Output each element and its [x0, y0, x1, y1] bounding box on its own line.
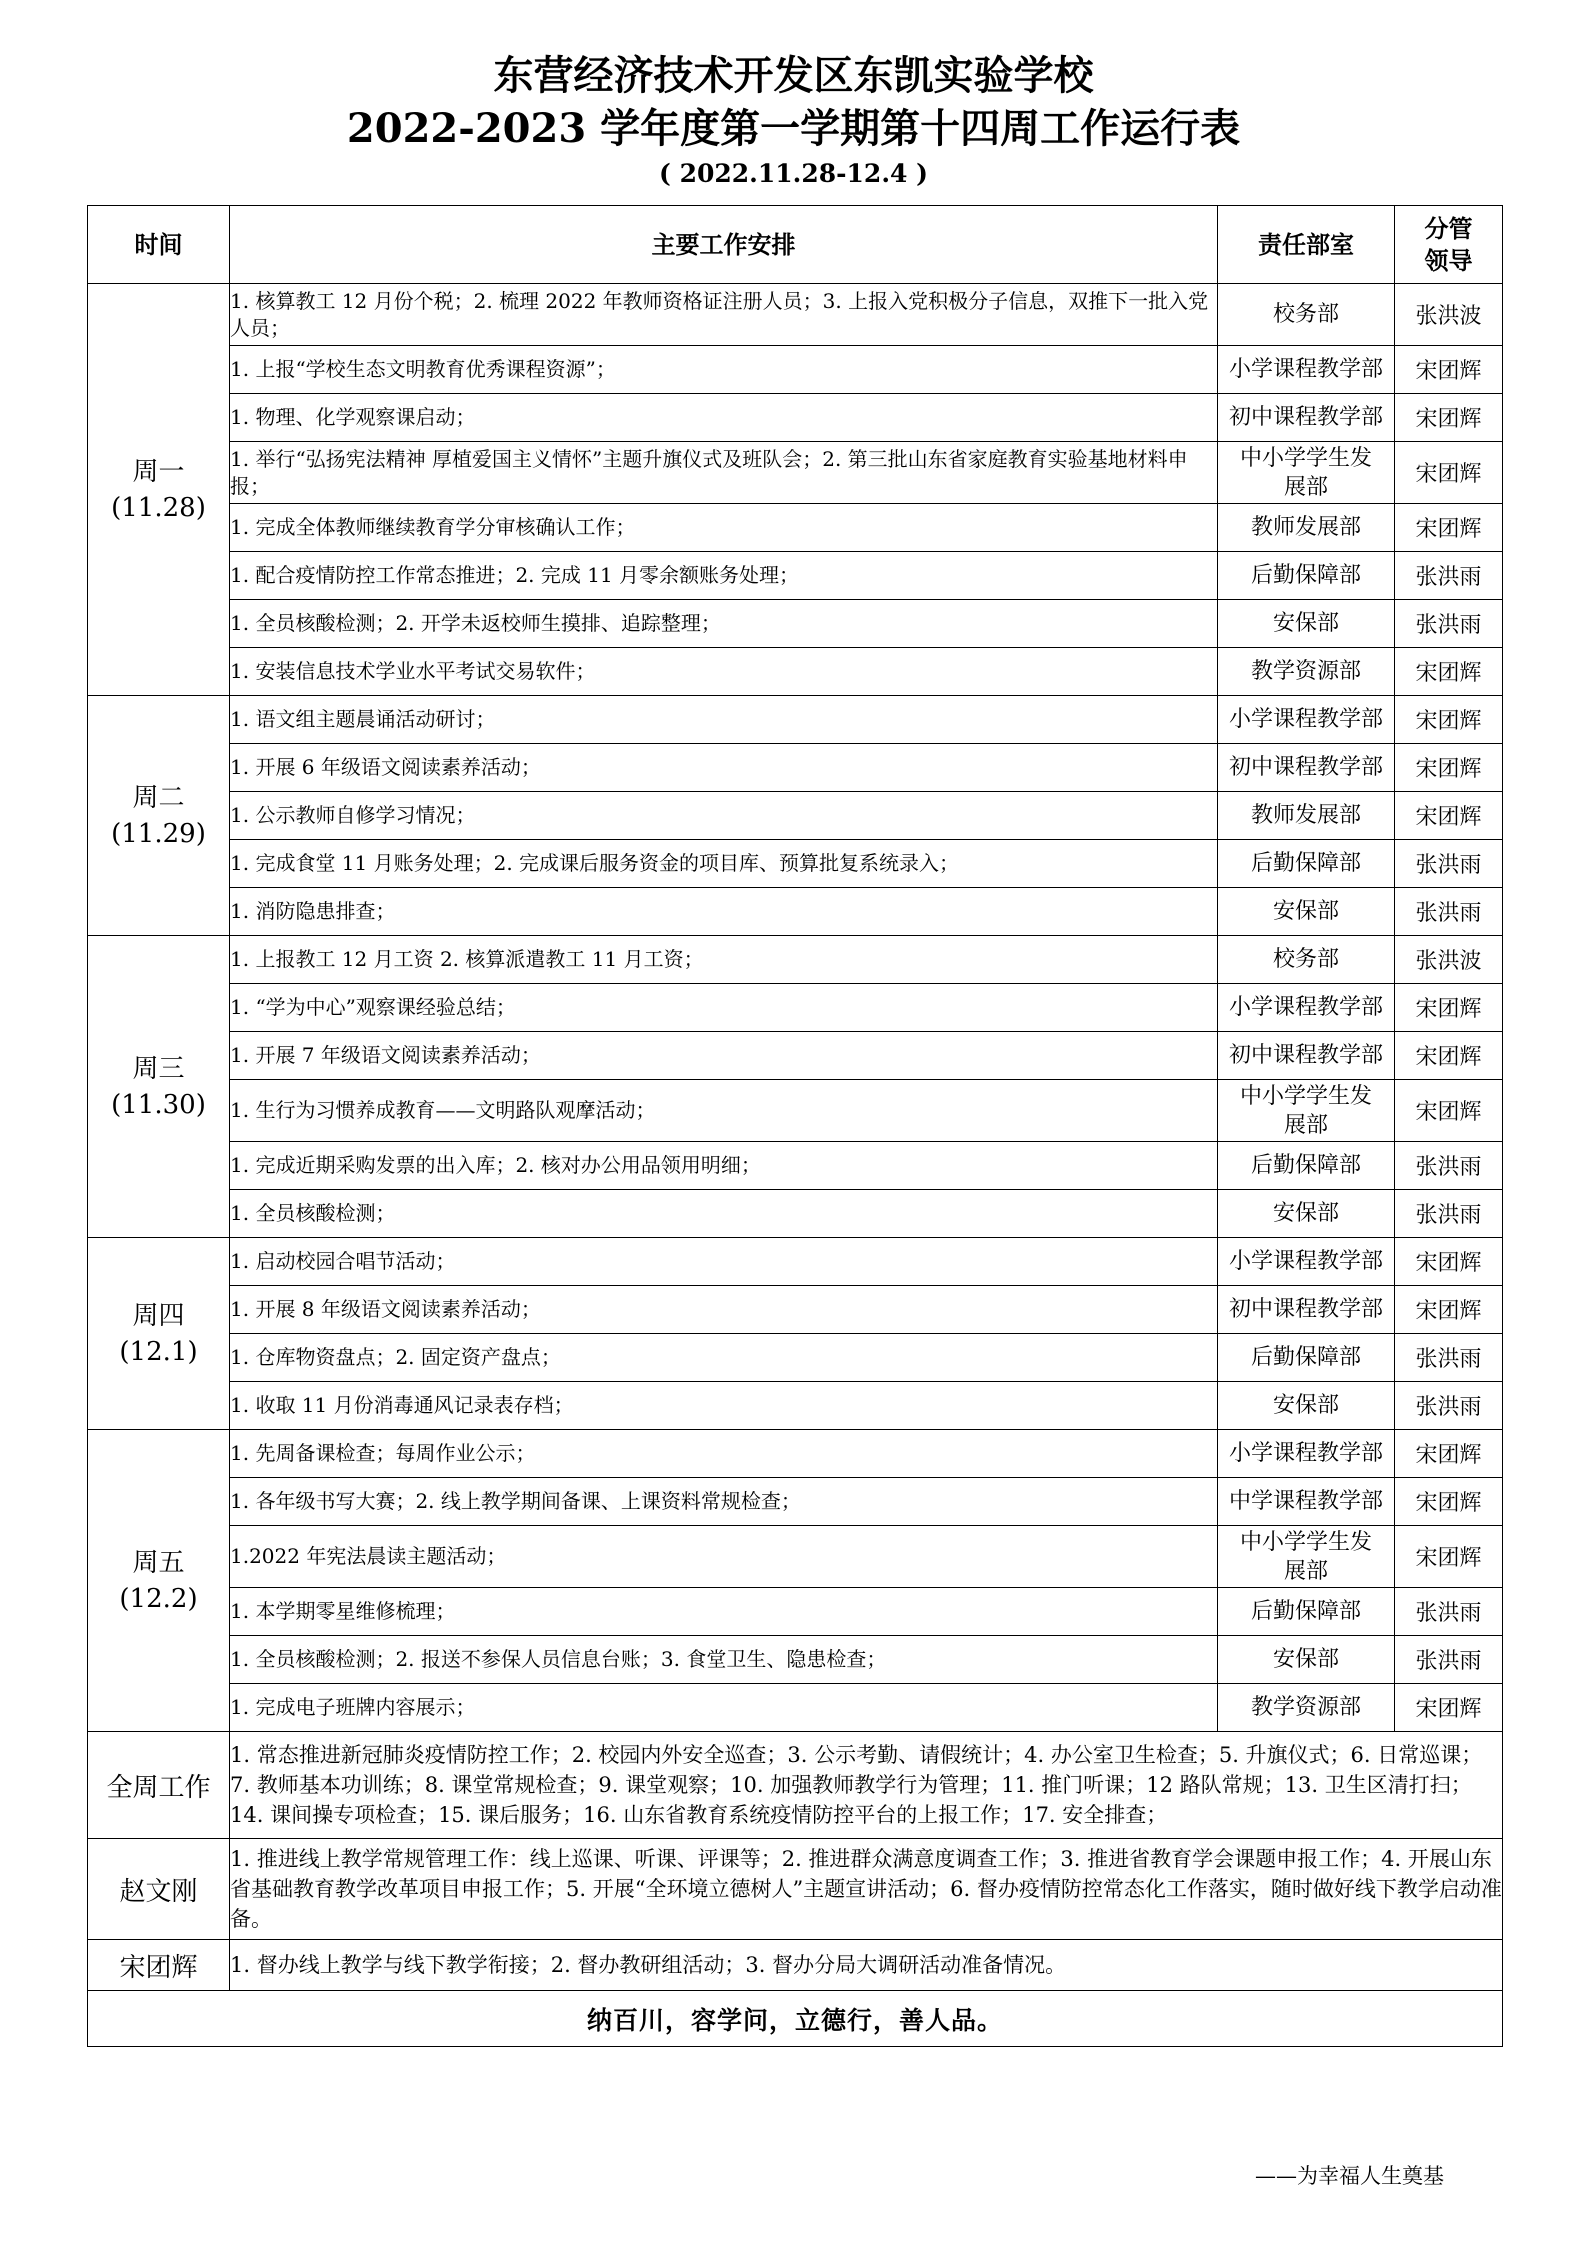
work-item: 1. 公示教师自修学习情况；	[230, 792, 1218, 840]
responsible-dept: 初中课程教学部	[1218, 1032, 1395, 1080]
day-cell	[88, 1430, 230, 1732]
song-text: 1. 督办线上教学与线下教学衔接；2. 督办教研组活动；3. 督办分局大调研活动准备情况。	[230, 1940, 1503, 1991]
responsible-dept: 小学课程教学部	[1218, 1238, 1395, 1286]
day-name: 周四	[132, 1300, 185, 1331]
responsible-dept: 教师发展部	[1218, 504, 1395, 552]
responsible-dept: 安保部	[1218, 888, 1395, 936]
responsible-dept: 中小学学生发展部	[1218, 442, 1395, 504]
work-item: 1. 生行为习惯养成教育——文明路队观摩活动；	[230, 1080, 1218, 1142]
schedule-row	[88, 1142, 1503, 1190]
work-item: 1. 配合疫情防控工作常态推进；2. 完成 11 月零余额账务处理；	[230, 552, 1218, 600]
work-item: 1. 语文组主题晨诵活动研讨；	[230, 696, 1218, 744]
work-item: 1. 开展 8 年级语文阅读素养活动；	[230, 1286, 1218, 1334]
responsible-dept: 中小学学生发展部	[1218, 1080, 1395, 1142]
schedule-row	[88, 1286, 1503, 1334]
day-cell	[88, 936, 230, 1238]
zhao-text: 1. 推进线上教学常规管理工作：线上巡课、听课、评课等；2. 推进群众满意度调查工作；3. 推进省教育学会课题申报工作；4. 开展山东省基础教育教学改革项目申报工作；5. 开展“全环境立德树人”主题宣讲活动；6. 督办疫情防控常态化工作落实，随时做好线下教学启动准备。	[230, 1839, 1503, 1940]
work-item: 1. 先周备课检查；每周作业公示；	[230, 1430, 1218, 1478]
schedule-row	[88, 1684, 1503, 1732]
responsible-dept: 初中课程教学部	[1218, 394, 1395, 442]
motto: 纳百川，容学问，立德行，善人品。	[88, 1991, 1503, 2047]
schedule-row	[88, 552, 1503, 600]
day-date: (11.29)	[111, 818, 206, 849]
responsible-dept: 后勤保障部	[1218, 1142, 1395, 1190]
header-leader	[1395, 206, 1503, 284]
schedule-table	[87, 205, 1503, 2047]
week-work-label: 全周工作	[88, 1732, 230, 1839]
schedule-row	[88, 1238, 1503, 1286]
day-date: (12.1)	[119, 1336, 198, 1367]
week-work-row	[88, 1732, 1503, 1839]
zhao-label: 赵文刚	[88, 1839, 230, 1940]
schedule-row	[88, 1080, 1503, 1142]
school-title: 东营经济技术开发区东凯实验学校	[493, 52, 1094, 99]
supervising-leader: 张洪雨	[1395, 1636, 1503, 1684]
day-date: (12.2)	[119, 1583, 198, 1614]
responsible-dept: 安保部	[1218, 1382, 1395, 1430]
supervising-leader: 宋团辉	[1395, 1430, 1503, 1478]
responsible-dept: 安保部	[1218, 1190, 1395, 1238]
zhao-row	[88, 1839, 1503, 1940]
supervising-leader: 宋团辉	[1395, 442, 1503, 504]
schedule-row	[88, 648, 1503, 696]
responsible-dept: 教学资源部	[1218, 1684, 1395, 1732]
responsible-dept: 初中课程教学部	[1218, 1286, 1395, 1334]
schedule-row	[88, 1430, 1503, 1478]
responsible-dept: 后勤保障部	[1218, 552, 1395, 600]
schedule-row	[88, 346, 1503, 394]
schedule-row	[88, 792, 1503, 840]
day-cell	[88, 696, 230, 936]
supervising-leader: 宋团辉	[1395, 696, 1503, 744]
responsible-dept: 后勤保障部	[1218, 1588, 1395, 1636]
schedule-row	[88, 284, 1503, 346]
header-leader-line2: 领导	[1424, 245, 1473, 275]
supervising-leader: 张洪波	[1395, 284, 1503, 346]
responsible-dept: 后勤保障部	[1218, 840, 1395, 888]
work-item: 1. 物理、化学观察课启动；	[230, 394, 1218, 442]
supervising-leader: 宋团辉	[1395, 504, 1503, 552]
work-item: 1. 完成电子班牌内容展示；	[230, 1684, 1218, 1732]
work-item: 1. 全员核酸检测；2. 报送不参保人员信息台账；3. 食堂卫生、隐患检查；	[230, 1636, 1218, 1684]
song-row	[88, 1940, 1503, 1991]
supervising-leader: 张洪雨	[1395, 1334, 1503, 1382]
motto-row	[88, 1991, 1503, 2047]
supervising-leader: 张洪雨	[1395, 1142, 1503, 1190]
work-item: 1. 收取 11 月份消毒通风记录表存档；	[230, 1382, 1218, 1430]
song-label: 宋团辉	[88, 1940, 230, 1991]
supervising-leader: 宋团辉	[1395, 648, 1503, 696]
schedule-title: 2022-2023 学年度第一学期第十四周工作运行表	[346, 105, 1241, 152]
schedule-row	[88, 888, 1503, 936]
supervising-leader: 张洪雨	[1395, 552, 1503, 600]
supervising-leader: 宋团辉	[1395, 1286, 1503, 1334]
header-leader-line1: 分管	[1424, 213, 1473, 243]
day-date: (11.28)	[111, 492, 206, 523]
supervising-leader: 宋团辉	[1395, 984, 1503, 1032]
responsible-dept: 安保部	[1218, 600, 1395, 648]
header-work: 主要工作安排	[230, 206, 1218, 284]
supervising-leader: 宋团辉	[1395, 1526, 1503, 1588]
supervising-leader: 张洪波	[1395, 936, 1503, 984]
schedule-row	[88, 1636, 1503, 1684]
schedule-row	[88, 504, 1503, 552]
responsible-dept: 后勤保障部	[1218, 1334, 1395, 1382]
schedule-row	[88, 1382, 1503, 1430]
week-work-text: 1. 常态推进新冠肺炎疫情防控工作；2. 校园内外安全巡查；3. 公示考勤、请假统计；4. 办公室卫生检查；5. 升旗仪式；6. 日常巡课；7. 教师基本功训练；8. 课堂常规检查；9. 课堂观察；10. 加强教师教学行为管理；11. 推门听课；12 路队常规；13. 卫生区清打扫；14. 课间操专项检查；15. 课后服务；16. 山东省教育系统疫情防控平台的上报工作；17. 安全排查；	[230, 1732, 1503, 1839]
work-item: 1. 完成食堂 11 月账务处理；2. 完成课后服务资金的项目库、预算批复系统录入；	[230, 840, 1218, 888]
work-item: 1. 仓库物资盘点；2. 固定资产盘点；	[230, 1334, 1218, 1382]
work-item: 1. 核算教工 12 月份个税；2. 梳理 2022 年教师资格证注册人员；3. 上报入党积极分子信息，双推下一批入党人员；	[230, 284, 1218, 346]
work-item: 1. 开展 6 年级语文阅读素养活动；	[230, 744, 1218, 792]
responsible-dept: 教学资源部	[1218, 648, 1395, 696]
supervising-leader: 张洪雨	[1395, 600, 1503, 648]
schedule-body	[88, 284, 1503, 1732]
supervising-leader: 宋团辉	[1395, 792, 1503, 840]
work-item: 1. 全员核酸检测；2. 开学未返校师生摸排、追踪整理；	[230, 600, 1218, 648]
schedule-row	[88, 394, 1503, 442]
work-item: 1. 完成全体教师继续教育学分审核确认工作；	[230, 504, 1218, 552]
schedule-row	[88, 1588, 1503, 1636]
work-item: 1. 上报“学校生态文明教育优秀课程资源”；	[230, 346, 1218, 394]
supervising-leader: 张洪雨	[1395, 840, 1503, 888]
supervising-leader: 张洪雨	[1395, 1588, 1503, 1636]
supervising-leader: 张洪雨	[1395, 888, 1503, 936]
schedule-row	[88, 442, 1503, 504]
work-item: 1. “学为中心”观察课经验总结；	[230, 984, 1218, 1032]
day-date: (11.30)	[111, 1089, 206, 1120]
work-item: 1. 完成近期采购发票的出入库；2. 核对办公用品领用明细；	[230, 1142, 1218, 1190]
work-item: 1. 启动校园合唱节活动；	[230, 1238, 1218, 1286]
schedule-row	[88, 1190, 1503, 1238]
schedule-row	[88, 984, 1503, 1032]
day-name: 周一	[132, 456, 185, 487]
work-item: 1. 全员核酸检测；	[230, 1190, 1218, 1238]
schedule-row	[88, 840, 1503, 888]
responsible-dept: 教师发展部	[1218, 792, 1395, 840]
day-name: 周三	[132, 1053, 185, 1084]
supervising-leader: 宋团辉	[1395, 346, 1503, 394]
responsible-dept: 中小学学生发展部	[1218, 1526, 1395, 1588]
supervising-leader: 宋团辉	[1395, 744, 1503, 792]
schedule-row	[88, 600, 1503, 648]
work-item: 1. 举行“弘扬宪法精神 厚植爱国主义情怀”主题升旗仪式及班队会；2. 第三批山东省家庭教育实验基地材料申报；	[230, 442, 1218, 504]
work-item: 1. 开展 7 年级语文阅读素养活动；	[230, 1032, 1218, 1080]
work-item: 1.2022 年宪法晨读主题活动；	[230, 1526, 1218, 1588]
day-name: 周五	[132, 1547, 185, 1578]
responsible-dept: 小学课程教学部	[1218, 346, 1395, 394]
work-item: 1. 消防隐患排查；	[230, 888, 1218, 936]
work-item: 1. 本学期零星维修梳理；	[230, 1588, 1218, 1636]
supervising-leader: 宋团辉	[1395, 1684, 1503, 1732]
day-name: 周二	[132, 782, 185, 813]
supervising-leader: 宋团辉	[1395, 1080, 1503, 1142]
responsible-dept: 小学课程教学部	[1218, 984, 1395, 1032]
responsible-dept: 小学课程教学部	[1218, 696, 1395, 744]
schedule-row	[88, 744, 1503, 792]
schedule-row	[88, 1526, 1503, 1588]
schedule-row	[88, 696, 1503, 744]
schedule-row	[88, 1334, 1503, 1382]
schedule-row	[88, 1032, 1503, 1080]
responsible-dept: 初中课程教学部	[1218, 744, 1395, 792]
responsible-dept: 校务部	[1218, 284, 1395, 346]
responsible-dept: 中学课程教学部	[1218, 1478, 1395, 1526]
supervising-leader: 宋团辉	[1395, 1238, 1503, 1286]
day-cell	[88, 1238, 230, 1430]
header-time: 时间	[88, 206, 230, 284]
day-cell	[88, 284, 230, 696]
supervising-leader: 宋团辉	[1395, 1478, 1503, 1526]
supervising-leader: 张洪雨	[1395, 1382, 1503, 1430]
supervising-leader: 宋团辉	[1395, 394, 1503, 442]
supervising-leader: 宋团辉	[1395, 1032, 1503, 1080]
responsible-dept: 小学课程教学部	[1218, 1430, 1395, 1478]
work-item: 1. 各年级书写大赛；2. 线上教学期间备课、上课资料常规检查；	[230, 1478, 1218, 1526]
header-dept: 责任部室	[1218, 206, 1395, 284]
work-item: 1. 上报教工 12 月工资 2. 核算派遣教工 11 月工资；	[230, 936, 1218, 984]
responsible-dept: 校务部	[1218, 936, 1395, 984]
responsible-dept: 安保部	[1218, 1636, 1395, 1684]
header-row	[88, 206, 1503, 284]
schedule-row	[88, 936, 1503, 984]
schedule-row	[88, 1478, 1503, 1526]
footer-slogan: ——为幸福人生奠基	[1255, 2164, 1444, 2188]
date-range: ( 2022.11.28-12.4 )	[659, 159, 928, 188]
supervising-leader: 张洪雨	[1395, 1190, 1503, 1238]
work-item: 1. 安装信息技术学业水平考试交易软件；	[230, 648, 1218, 696]
